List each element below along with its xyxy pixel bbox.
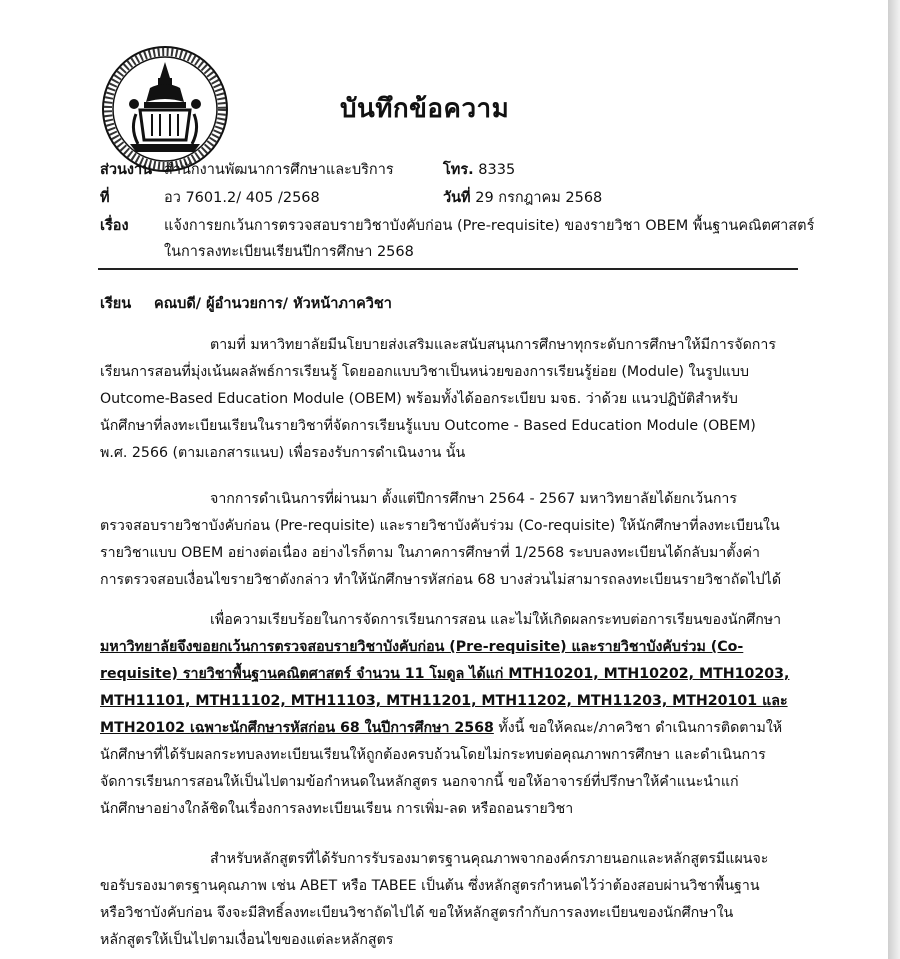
header-divider bbox=[98, 268, 798, 270]
subject-label: เรื่อง bbox=[100, 218, 129, 234]
paragraph-3-underlined-line: มหาวิทยาลัยจึงขอยกเว้นการตรวจสอบรายวิชาบังคับก่อน (Pre-requisite) และรายวิชาบังคับร่วม (Co- bbox=[100, 639, 744, 655]
recipient-row bbox=[100, 292, 392, 315]
paragraph-2-line: ตรวจสอบรายวิชาบังคับก่อน (Pre-requisite) และรายวิชาบังคับร่วม (Co-requisite) ให้นักศึกษาที่ลงทะเบียนใน bbox=[100, 518, 780, 534]
recipient-value: คณบดี/ ผู้อำนวยการ/ หัวหน้าภาควิชา bbox=[154, 296, 392, 312]
paragraph-1-line: เรียนการสอนที่มุ่งเน้นผลลัพธ์การเรียนรู้ โดยออกแบบวิชาเป็นหน่วยของการเรียนรู้ย่อย (Module) ในรูปแบบ bbox=[100, 364, 749, 380]
subject-row-2 bbox=[164, 240, 414, 263]
paragraph-1-line: นักศึกษาที่ลงทะเบียนเรียนในรายวิชาที่จัดการเรียนรู้แบบ Outcome - Based Education Module (OBEM) bbox=[100, 418, 756, 434]
paragraph-1 bbox=[100, 332, 800, 467]
paragraph-1-line: พ.ศ. 2566 (ตามเอกสารแนบ) เพื่อรองรับการดำเนินงาน นั้น bbox=[100, 445, 466, 461]
department-value: สำนักงานพัฒนาการศึกษาและบริการ bbox=[164, 162, 394, 178]
paragraph-1-line: Outcome-Based Education Module (OBEM) พร้อมทั้งได้ออกระเบียบ มจธ. ว่าด้วย แนวปฏิบัติสำหรับ bbox=[100, 391, 738, 407]
paragraph-3-underlined-line: MTH11101, MTH11102, MTH11103, MTH11201, MTH11202, MTH11203, MTH20101 และ bbox=[100, 693, 788, 709]
subject-line-1: แจ้งการยกเว้นการตรวจสอบรายวิชาบังคับก่อน (Pre-requisite) ของรายวิชา OBEM พื้นฐานคณิตศาสตร์ bbox=[164, 218, 815, 234]
department-label: ส่วนงาน bbox=[100, 162, 153, 178]
paragraph-2-line: จากการดำเนินการที่ผ่านมา ตั้งแต่ปีการศึกษา 2564 - 2567 มหาวิทยาลัยได้ยกเว้นการ bbox=[210, 491, 737, 507]
paragraph-3-line: จัดการเรียนการสอนให้เป็นไปตามข้อกำหนดในหลักสูตร นอกจากนี้ ขอให้อาจารย์ที่ปรึกษาให้คำแนะนำแก่ bbox=[100, 774, 739, 790]
paragraph-3-line: นักศึกษาอย่างใกล้ชิดในเรื่องการลงทะเบียนเรียน การเพิ่ม-ลด หรือถอนรายวิชา bbox=[100, 801, 574, 817]
paragraph-3-underlined-line: requisite) รายวิชาพื้นฐานคณิตศาสตร์ จำนวน 11 โมดูล ได้แก่ MTH10201, MTH10202, MTH10203, bbox=[100, 666, 790, 682]
page-edge-shadow bbox=[888, 0, 900, 959]
paragraph-2 bbox=[100, 486, 800, 594]
paragraph-3-mixed-line: MTH20102 เฉพาะนักศึกษารหัสก่อน 68 ในปีการศึกษา 2568 ทั้งนี้ ขอให้คณะ/ภาควิชา ดำเนินการติดตามให้ bbox=[100, 720, 783, 736]
recipient-label: เรียน bbox=[100, 296, 132, 312]
paragraph-3-line: เพื่อความเรียบร้อยในการจัดการเรียนการสอน และไม่ให้เกิดผลกระทบต่อการเรียนของนักศึกษา bbox=[210, 612, 782, 628]
reference-row bbox=[100, 186, 320, 209]
phone-value: 8335 bbox=[478, 162, 516, 178]
paragraph-3-line: นักศึกษาที่ได้รับผลกระทบลงทะเบียนเรียนให้ถูกต้องครบถ้วนโดยไม่กระทบต่อคุณภาพการศึกษา และดำเนินการ bbox=[100, 747, 766, 763]
paragraph-4-line: สำหรับหลักสูตรที่ได้รับการรับรองมาตรฐานคุณภาพจากองค์กรภายนอกและหลักสูตรมีแผนจะ bbox=[210, 851, 769, 867]
paragraph-4-line: ขอรับรองมาตรฐานคุณภาพ เช่น ABET หรือ TABEE เป็นต้น ซึ่งหลักสูตรกำหนดไว้ว่าต้องสอบผ่านวิชาพื้นฐาน bbox=[100, 878, 760, 894]
subject-row bbox=[100, 214, 814, 237]
reference-label: ที่ bbox=[100, 190, 110, 206]
department-row bbox=[100, 158, 394, 181]
university-seal-logo bbox=[100, 44, 230, 174]
paragraph-3 bbox=[100, 607, 800, 823]
reference-value: อว 7601.2/ 405 /2568 bbox=[164, 190, 320, 206]
paragraph-2-line: การตรวจสอบเงื่อนไขรายวิชาดังกล่าว ทำให้นักศึกษารหัสก่อน 68 บางส่วนไม่สามารถลงทะเบียนรายวิชาถัดไปได้ bbox=[100, 572, 782, 588]
date-row bbox=[443, 186, 602, 209]
date-label: วันที่ bbox=[443, 190, 471, 206]
phone-row bbox=[443, 158, 515, 181]
paragraph-4-line: หลักสูตรให้เป็นไปตามเงื่อนไขของแต่ละหลักสูตร bbox=[100, 932, 394, 948]
paragraph-4 bbox=[100, 846, 800, 954]
memo-title: บันทึกข้อความ bbox=[340, 94, 510, 124]
subject-line-2: ในการลงทะเบียนเรียนปีการศึกษา 2568 bbox=[164, 244, 414, 260]
phone-label: โทร. bbox=[443, 162, 474, 178]
paragraph-1-line: ตามที่ มหาวิทยาลัยมีนโยบายส่งเสริมและสนับสนุนการศึกษาทุกระดับการศึกษาให้มีการจัดการ bbox=[210, 337, 776, 353]
date-value: 29 กรกฎาคม 2568 bbox=[475, 190, 603, 206]
paragraph-4-line: หรือวิชาบังคับก่อน จึงจะมีสิทธิ์ลงทะเบียนวิชาถัดไปได้ ขอให้หลักสูตรกำกับการลงทะเบียนของนักศึกษาใน bbox=[100, 905, 734, 921]
paragraph-2-line: รายวิชาแบบ OBEM อย่างต่อเนื่อง อย่างไรก็ตาม ในภาคการศึกษาที่ 1/2568 ระบบลงทะเบียนได้กลับมาตั้งค่า bbox=[100, 545, 760, 561]
